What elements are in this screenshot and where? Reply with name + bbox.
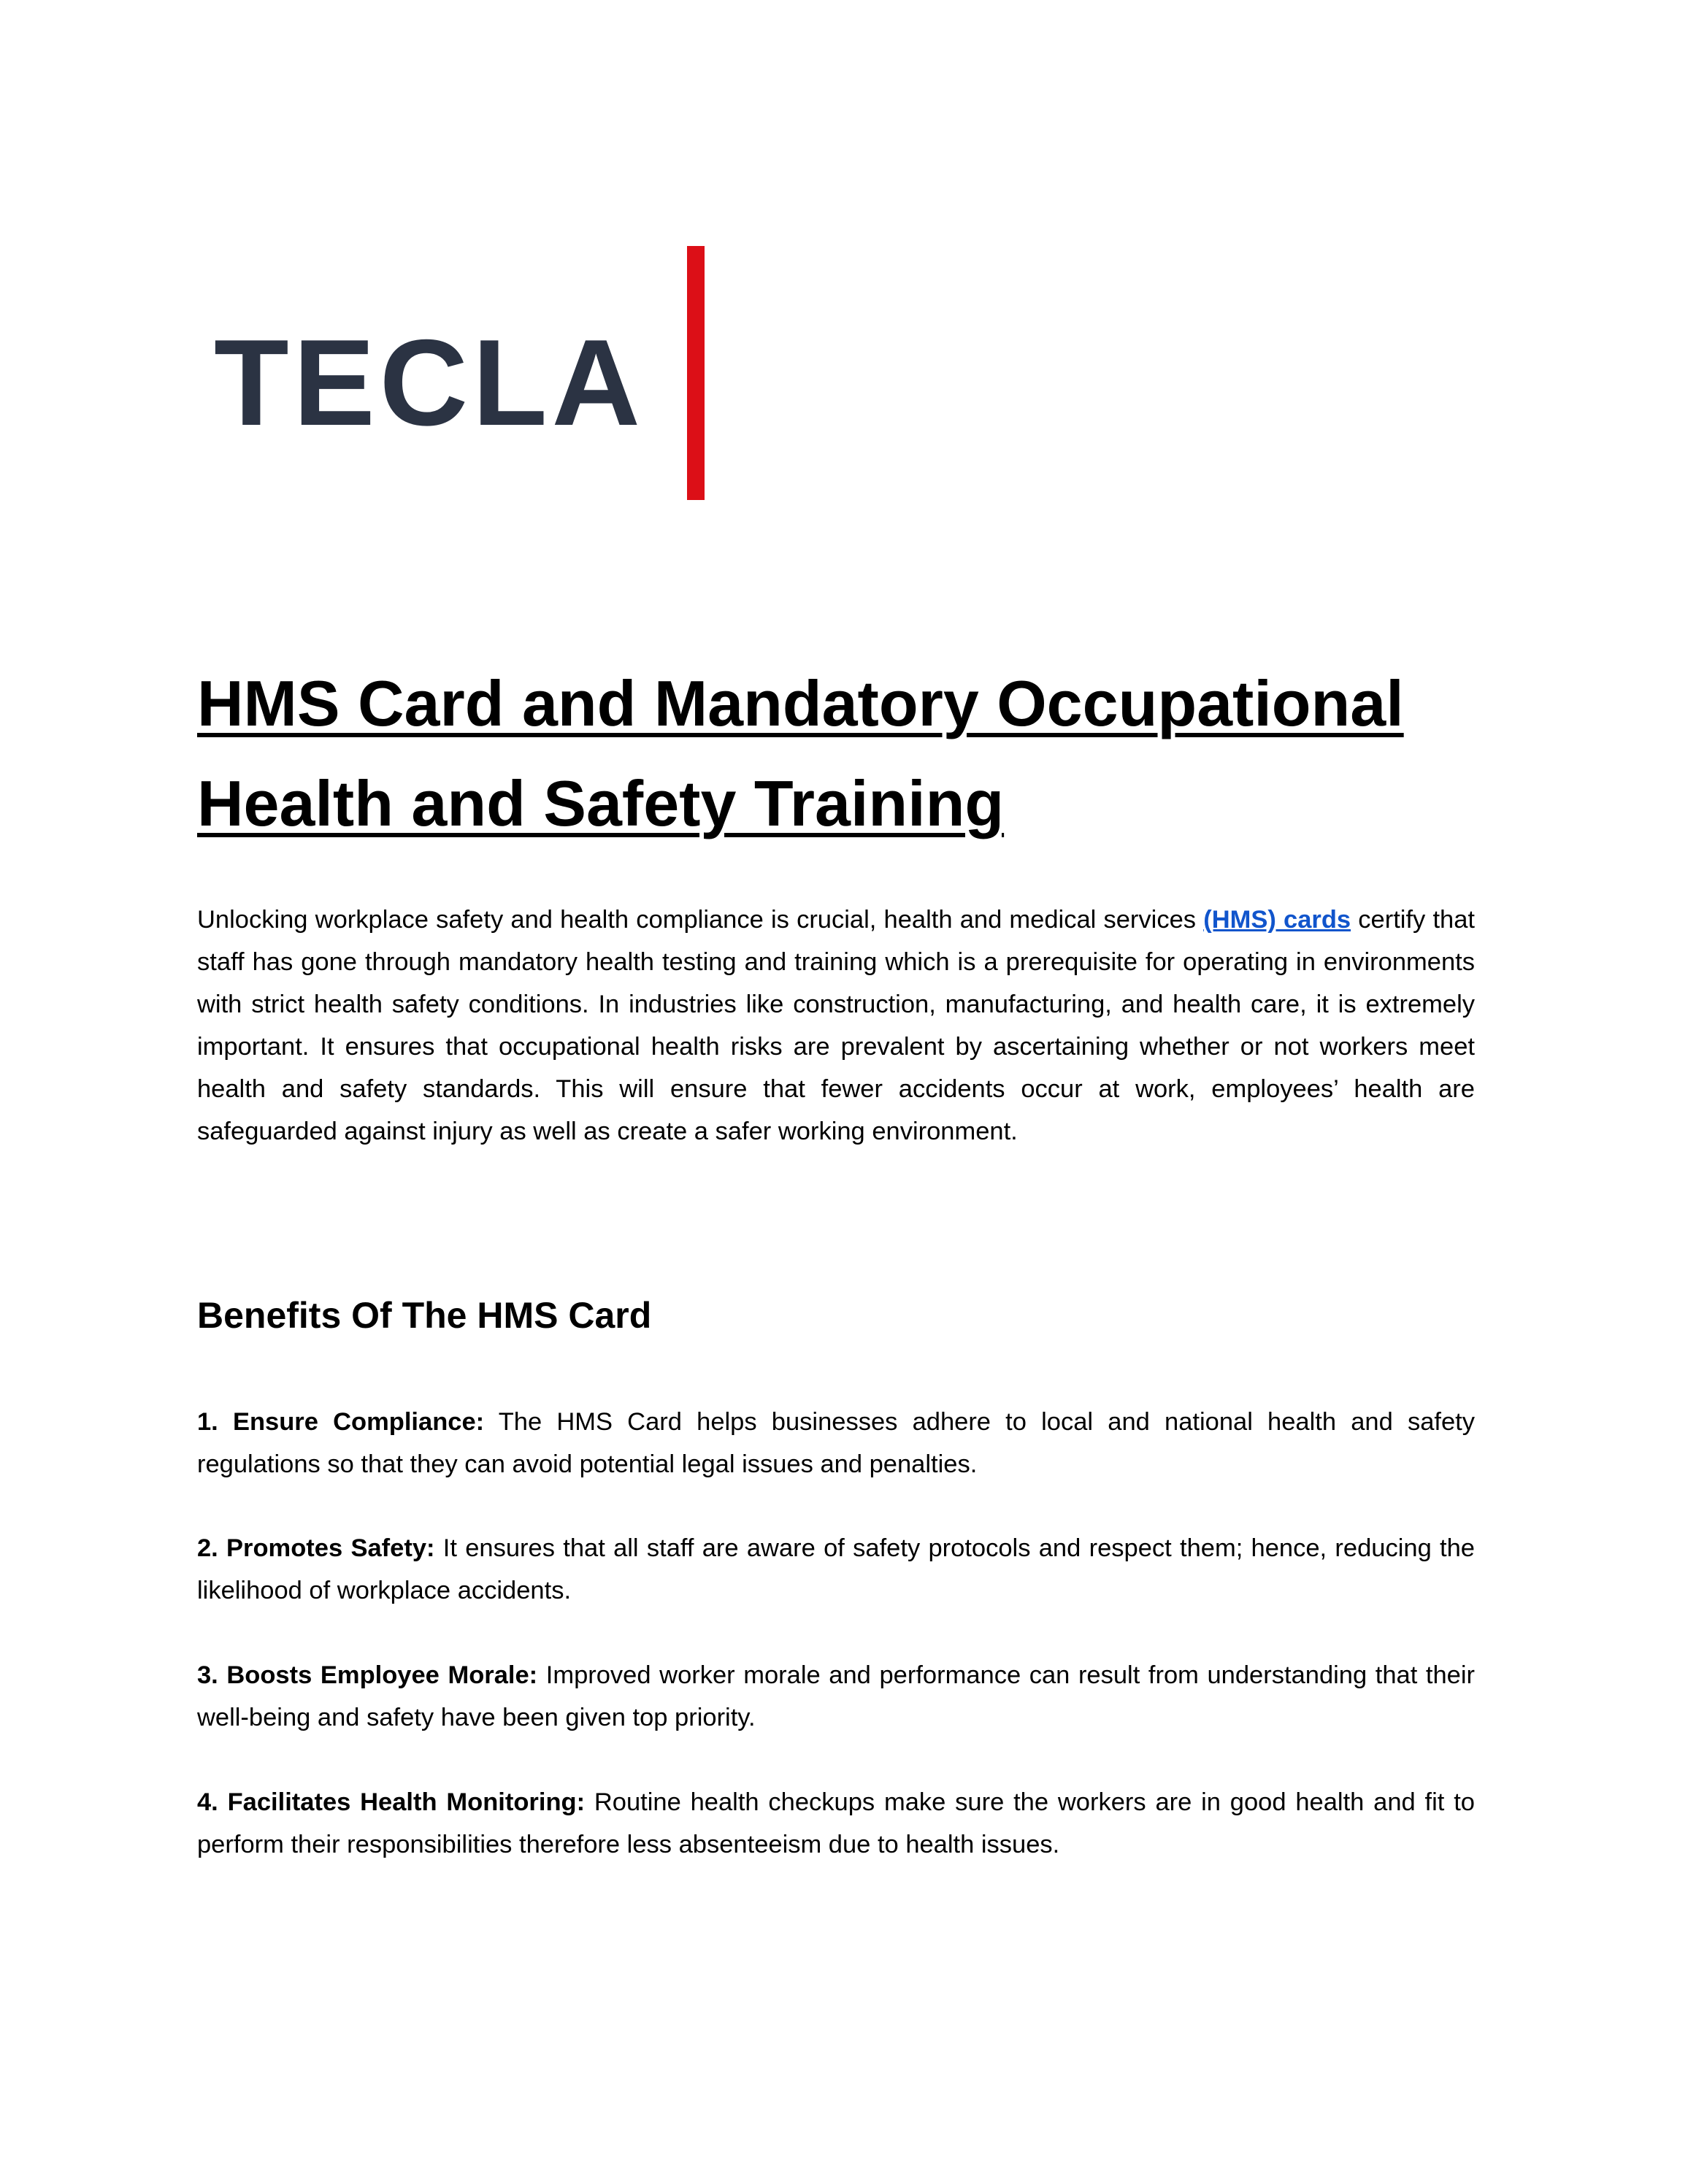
- benefit-label: 2. Promotes Safety:: [197, 1534, 435, 1562]
- tecla-logo: TECLA: [214, 314, 645, 451]
- logo-red-bar: [687, 246, 705, 500]
- intro-text-after: certify that staff has gone through mandatory health testing and training which is a prerequisite for operating in environments with strict health safety conditions. In industries like construction, manufacturing, and health care, it is extremely important. It ensures that occupational health risks are prevalent by ascertaining whether or not workers meet health and safety standards. This will ensure that fewer accidents occur at work, employees’ health are safeguarded against injury as well as create a safer working environment.: [197, 906, 1476, 1145]
- benefit-item: [197, 1527, 1475, 1612]
- benefit-label: 3. Boosts Employee Morale:: [197, 1661, 538, 1689]
- benefit-text: It ensures that all staff are aware of safety protocols and respect them; hence, reducing the likelihood of workplace accidents.: [197, 1534, 1475, 1604]
- intro-paragraph: [197, 899, 1475, 1153]
- benefit-text: Improved worker morale and performance can result from understanding that their well-being and safety have been given top priority.: [197, 1661, 1476, 1731]
- hms-cards-link[interactable]: (HMS) cards: [1203, 906, 1351, 934]
- benefit-label: 4. Facilitates Health Monitoring:: [197, 1788, 586, 1816]
- benefit-item: [197, 1781, 1475, 1866]
- benefit-label: 1. Ensure Compliance:: [197, 1408, 485, 1436]
- benefit-item: [197, 1401, 1475, 1485]
- benefit-text: Routine health checkups make sure the workers are in good health and fit to perform their responsibilities therefore less absenteeism due to health issues.: [197, 1788, 1475, 1858]
- benefit-item: [197, 1654, 1475, 1739]
- benefit-text: The HMS Card helps businesses adhere to local and national health and safety regulations so that they can avoid potential legal issues and penalties.: [197, 1408, 1476, 1478]
- intro-text-before: Unlocking workplace safety and health compliance is crucial, health and medical services: [197, 906, 1204, 934]
- page-title: HMS Card and Mandatory Occupational Health and Safety Training: [197, 667, 1404, 839]
- benefits-heading: Benefits Of The HMS Card: [197, 1295, 652, 1336]
